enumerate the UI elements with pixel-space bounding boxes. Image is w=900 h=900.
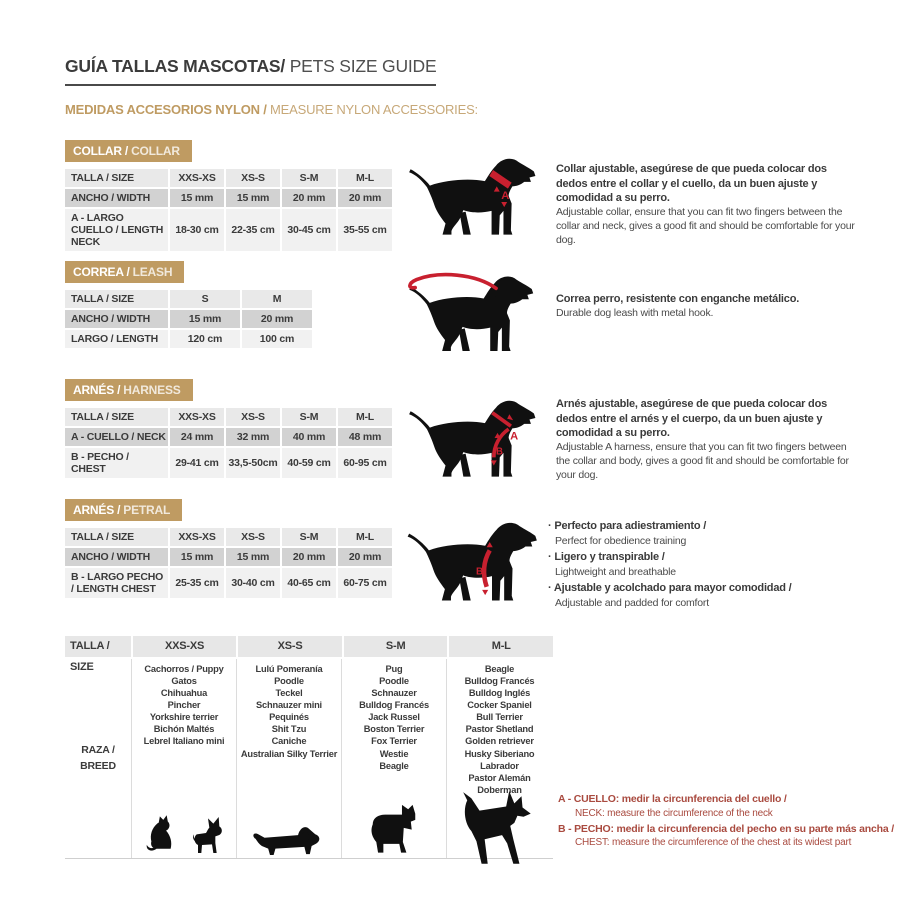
breed-list: Cachorros / Puppy Gatos Chihuahua Pincher Yorkshire terrier Bichón Maltés Lebrel Italiano mini xyxy=(143,664,225,747)
cat-icon xyxy=(144,810,178,858)
table-row: B - PECHO / CHEST 29-41 cm 33,5-50cm 40-59 cm 60-95 cm xyxy=(65,448,392,478)
harness-dog-icon xyxy=(397,389,549,493)
harness-description: Arnés ajustable, asegúrese de que pueda colocar dos dedos entre el arnés y el cuerpo, da un buen ajuste y comodidad a su perro. Adjustable A harness, ensure that you can fit two fingers between the collar and body, gives a good fit and should be comfortable for your dog. xyxy=(556,398,849,481)
svg-text:B: B xyxy=(496,446,503,458)
leash-section-badge: CORREA / LEASH xyxy=(65,261,184,283)
breed-list: Lulú Pomeranía Poodle Teckel Schnauzer mini Pequinés Shit Tzu Caniche Australian Silky Terrier xyxy=(240,664,338,759)
feature-es: · Ligero y transpirable / xyxy=(548,550,866,565)
breed-column-xs-s xyxy=(236,659,341,858)
schnauzer-icon xyxy=(362,796,426,858)
page-subtitle: MEDIDAS ACCESORIOS NYLON / MEASURE NYLON ACCESSORIES: xyxy=(65,102,478,117)
feature-en: Perfect for obedience training xyxy=(555,534,687,547)
breed-column-m-l xyxy=(446,659,552,858)
breed-column-s-m xyxy=(341,659,446,858)
table-row: ANCHO / WIDTH 15 mm 15 mm 20 mm 20 mm xyxy=(65,548,392,566)
harness-section-badge: ARNÉS / HARNESS xyxy=(65,379,193,401)
petral-dog-icon xyxy=(397,510,549,618)
feature-en: Adjustable and padded for comfort xyxy=(555,596,709,609)
table-row: TALLA / SIZE S M xyxy=(65,290,312,308)
table-row: ANCHO / WIDTH 15 mm 20 mm xyxy=(65,310,312,328)
breed-row-label: RAZA / BREED xyxy=(80,743,116,772)
feature-es: · Perfecto para adiestramiento / xyxy=(548,519,866,534)
breed-table-header: TALLA / SIZE XXS-XS XS-S S-M M-L xyxy=(65,636,553,657)
svg-text:A: A xyxy=(510,430,519,443)
breed-table-body xyxy=(65,659,553,859)
note-neck-es: A - CUELLO: medir la circunferencia del cuello / xyxy=(558,793,787,805)
breed-column-xxs-xs xyxy=(131,659,236,858)
note-chest-en: CHEST: measure the circumference of the chest at its widest part xyxy=(575,837,852,849)
feature-es: · Ajustable y acolchado para mayor comodidad / xyxy=(548,581,866,596)
measurement-notes xyxy=(558,792,898,851)
table-row: B - LARGO PECHO / LENGTH CHEST 25-35 cm 30-40 cm 40-65 cm 60-75 cm xyxy=(65,568,392,598)
breed-table xyxy=(65,636,553,859)
collar-dog-icon xyxy=(397,147,549,251)
collar-table xyxy=(63,167,394,253)
breed-list: Beagle Bulldog Francés Bulldog Inglés Cocker Spaniel Bull Terrier Pastor Shetland Golden retriever Husky Siberiano Labrador Pastor Alemán Doberman xyxy=(464,664,535,795)
petral-table xyxy=(63,526,394,600)
leash-dog-icon xyxy=(393,265,551,367)
collar-description: Collar ajustable, asegúrese de que pueda colocar dos dedos entre el collar y el cuello, da un buen ajuste y comodidad a su perro. Adjustable collar, ensure that you can fit two fingers between the collar and neck, gives a good fit and should be comfortable for your dog. xyxy=(556,163,855,246)
table-row: A - LARGO CUELLO / LENGTH NECK 18-30 cm 22-35 cm 30-45 cm 35-55 cm xyxy=(65,209,392,251)
page-title xyxy=(65,56,436,86)
table-row: ANCHO / WIDTH 15 mm 15 mm 20 mm 20 mm xyxy=(65,189,392,207)
harness-table xyxy=(63,406,394,480)
table-row: LARGO / LENGTH 120 cm 100 cm xyxy=(65,330,312,348)
breed-list: Pug Poodle Schnauzer Bulldog Francés Jack Russel Boston Terrier Fox Terrier Westie Beagle xyxy=(359,664,429,771)
note-neck-en: NECK: measure the circumference of the neck xyxy=(575,807,773,819)
dachshund-icon xyxy=(251,814,327,858)
doberman-icon xyxy=(454,786,546,872)
table-row: A - CUELLO / NECK 24 mm 32 mm 40 mm 48 mm xyxy=(65,428,392,446)
collar-section-badge: COLLAR / COLLAR xyxy=(65,140,192,162)
chihuahua-icon xyxy=(184,812,224,858)
note-chest-es: B - PECHO: medir la circunferencia del pecho en su parte más ancha / xyxy=(558,822,894,835)
table-row: TALLA / SIZE XXS-XS XS-S S-M M-L xyxy=(65,408,392,426)
leash-description: Correa perro, resistente con enganche metálico. Durable dog leash with metal hook. xyxy=(556,293,800,319)
petral-features xyxy=(548,519,866,612)
page-title-en: PETS SIZE GUIDE xyxy=(285,56,437,76)
page-title-es: GUÍA TALLAS MASCOTAS/ xyxy=(65,56,286,76)
feature-en: Lightweight and breathable xyxy=(555,565,676,578)
leash-table xyxy=(63,288,314,350)
table-row: TALLA / SIZE XXS-XS XS-S S-M M-L xyxy=(65,169,392,187)
svg-text:A: A xyxy=(501,190,510,202)
petral-section-badge: ARNÉS / PETRAL xyxy=(65,499,182,521)
table-row: TALLA / SIZE XXS-XS XS-S S-M M-L xyxy=(65,528,392,546)
svg-text:B: B xyxy=(476,566,484,578)
